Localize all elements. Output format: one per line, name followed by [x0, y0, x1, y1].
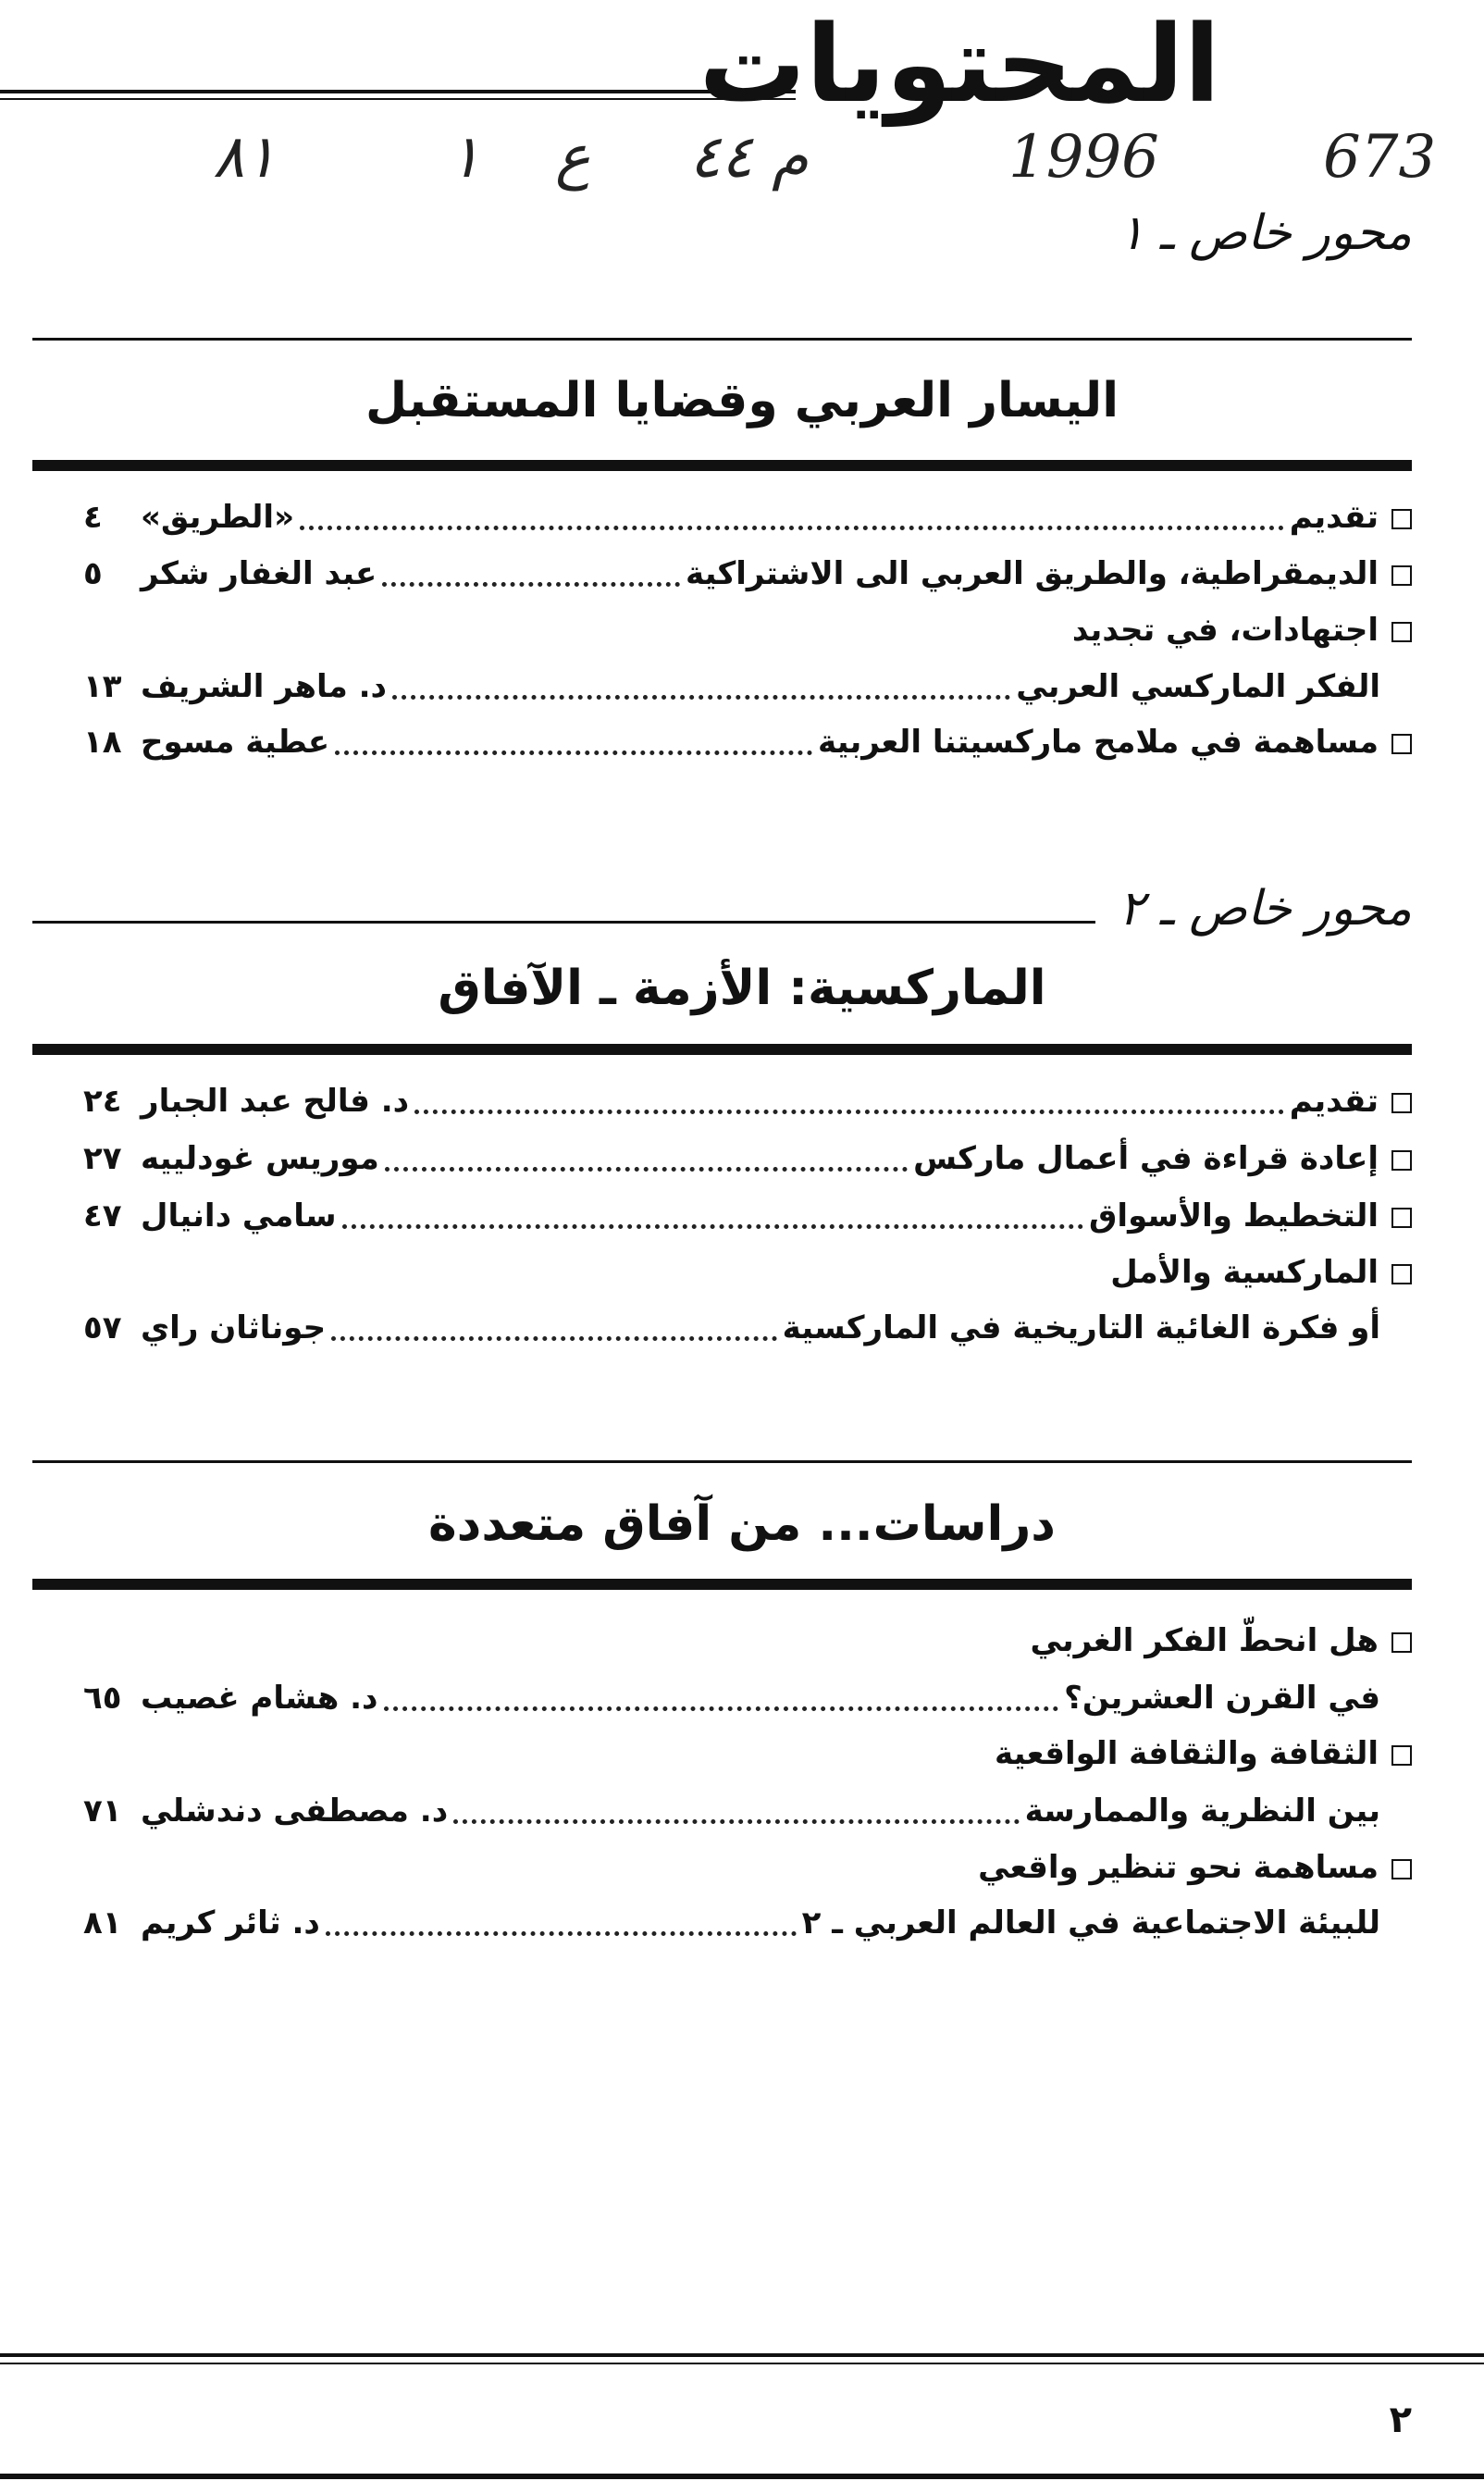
handwritten-number: 673 — [1323, 123, 1437, 192]
checkbox-icon — [1391, 1745, 1412, 1766]
entry-title: تقديم — [1289, 1083, 1379, 1120]
entry-page: ٨١ — [83, 1904, 122, 1941]
checkbox-icon — [1391, 1208, 1412, 1228]
section-1-title: اليسار العربي وقضايا المستقبل — [365, 373, 1119, 428]
section-3-bottom-rule — [32, 1579, 1412, 1590]
handwritten-issue: ع — [555, 123, 591, 192]
entry-page: ٥ — [83, 555, 103, 592]
checkbox-icon — [1391, 734, 1412, 754]
toc-entry — [1072, 607, 1412, 653]
entry-title: الديمقراطية، والطريق العربي الى الاشتراكية — [685, 555, 1379, 592]
toc-entry — [995, 1730, 1412, 1777]
checkbox-icon — [1391, 1093, 1412, 1113]
leader-dots — [326, 1924, 797, 1936]
entry-page: ٢٤ — [83, 1083, 122, 1120]
entry-title: للبيئة الاجتماعية في العالم العربي ـ ٢ — [801, 1904, 1380, 1941]
page-title: المحتويات — [699, 3, 1220, 127]
leader-dots — [453, 1812, 1019, 1824]
entry-title: مساهمة في ملامح ماركسيتنا العربية — [817, 724, 1379, 761]
entry-author: د. مصطفى دندشلي — [141, 1793, 449, 1830]
entry-title: الماركسية والأمل — [1110, 1254, 1379, 1291]
entry-author: جوناثان راي — [141, 1309, 327, 1346]
entry-page: ٥٧ — [83, 1309, 122, 1346]
handwritten-mark: ١ — [449, 123, 481, 192]
entry-author: موريس غودلييه — [141, 1140, 379, 1177]
entry-author: د. فالح عبد الجبار — [141, 1083, 410, 1120]
entry-title: مساهمة نحو تنظير واقعي — [978, 1849, 1379, 1886]
checkbox-icon — [1391, 509, 1412, 529]
toc-entry — [83, 1788, 1412, 1834]
entry-title: الفكر الماركسي العربي — [1016, 668, 1380, 705]
leader-dots — [342, 1217, 1084, 1229]
entry-page: ٤٧ — [83, 1197, 122, 1234]
section-1-axis-label: محور خاص ـ ١ — [1118, 205, 1412, 261]
toc-entry — [83, 1193, 1412, 1239]
section-3-title: دراسات... من آفاق متعددة — [427, 1496, 1056, 1552]
checkbox-icon — [1391, 1632, 1412, 1653]
toc-entry — [83, 1078, 1412, 1124]
leader-dots — [392, 688, 1010, 700]
entry-author: د. ماهر الشريف — [141, 668, 388, 705]
checkbox-icon — [1391, 622, 1412, 642]
entry-author: د. هشام غصيب — [141, 1680, 378, 1717]
entry-title: في القرن العشرين؟ — [1064, 1680, 1380, 1717]
entry-page: ٤ — [83, 499, 103, 536]
toc-entry — [83, 494, 1412, 540]
entry-title: تقديم — [1289, 499, 1379, 536]
footer-rule — [0, 2363, 1484, 2364]
checkbox-icon — [1391, 1264, 1412, 1284]
leader-dots — [331, 1329, 776, 1341]
entry-page: ٢٧ — [83, 1140, 122, 1177]
handwritten-year: 1996 — [1008, 123, 1159, 192]
toc-entry — [83, 664, 1412, 710]
entry-author: سامي دانيال — [141, 1197, 337, 1234]
footer-rule — [0, 2353, 1484, 2357]
toc-entry — [83, 1675, 1412, 1721]
leader-dots — [385, 1160, 908, 1172]
page-number: ٢ — [1389, 2399, 1412, 2441]
toc-entry — [1030, 1618, 1412, 1664]
header-rule — [0, 90, 796, 100]
entry-author: «الطريق» — [141, 499, 295, 536]
entry-author: عطية مسوح — [141, 724, 330, 761]
entry-title: اجتهادات، في تجديد — [1071, 612, 1379, 649]
leader-dots — [414, 1102, 1284, 1114]
entry-title: هل انحطّ الفكر الغربي — [1030, 1622, 1379, 1659]
leader-dots — [335, 743, 812, 755]
entry-page: ٦٥ — [83, 1680, 122, 1717]
entry-title: التخطيط والأسواق — [1089, 1197, 1379, 1234]
entry-author: د. ثائر كريم — [141, 1904, 320, 1941]
section-2-title: الماركسية: الأزمة ـ الآفاق — [438, 961, 1046, 1016]
entry-author: عبد الغفار شكر — [141, 555, 377, 592]
entry-page: ١٣ — [83, 668, 122, 705]
section-3-top-rule — [32, 1460, 1412, 1463]
checkbox-icon — [1391, 565, 1412, 586]
entry-title: بين النظرية والممارسة — [1024, 1793, 1380, 1830]
footer-rule — [0, 2474, 1484, 2479]
section-2-axis-rule — [32, 921, 1095, 924]
entry-title: أو فكرة الغائية التاريخية في الماركسية — [782, 1309, 1380, 1346]
toc-entry — [1110, 1249, 1412, 1296]
section-1-top-rule — [32, 338, 1412, 341]
checkbox-icon — [1391, 1859, 1412, 1879]
section-1-bottom-rule — [32, 460, 1412, 471]
entry-page: ٧١ — [83, 1793, 122, 1830]
section-2-bottom-rule — [32, 1044, 1412, 1055]
toc-entry — [83, 1135, 1412, 1182]
leader-dots — [384, 1699, 1059, 1711]
handwritten-pages: ٨١ — [213, 123, 277, 192]
toc-entry — [83, 1305, 1412, 1351]
entry-title: الثقافة والثقافة الواقعية — [995, 1735, 1379, 1772]
toc-entry — [83, 551, 1412, 597]
leader-dots — [382, 575, 680, 587]
leader-dots — [300, 518, 1284, 530]
section-2-axis-label: محور خاص ـ ٢ — [1118, 881, 1412, 937]
checkbox-icon — [1391, 1150, 1412, 1171]
entry-page: ١٨ — [83, 724, 122, 761]
handwritten-volume: م ٤٤ — [689, 123, 809, 192]
toc-entry — [83, 719, 1412, 765]
toc-entry — [978, 1844, 1412, 1891]
toc-entry — [83, 1900, 1412, 1946]
entry-title: إعادة قراءة في أعمال ماركس — [913, 1140, 1379, 1177]
